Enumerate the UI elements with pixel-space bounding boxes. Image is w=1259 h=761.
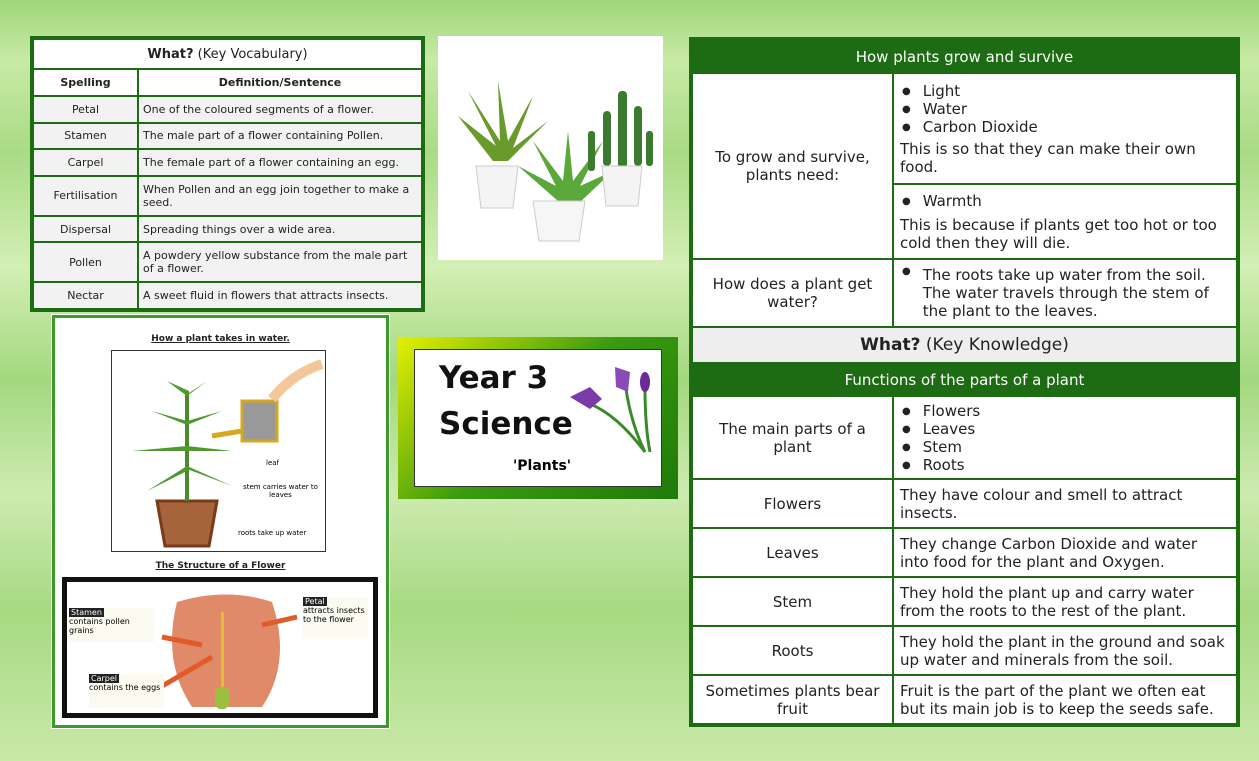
flower-diagram-title: The Structure of a Flower: [155, 561, 286, 571]
col-spelling: Spelling: [33, 69, 138, 96]
needs-text-1: This is so that they can make their own food.: [900, 139, 1196, 176]
function-row: Flowers They have colour and smell to attract insects.: [692, 479, 1237, 528]
needs-list-2: ● Warmth: [900, 192, 1230, 210]
col-definition: Definition/Sentence: [138, 69, 422, 96]
grow-header: How plants grow and survive: [692, 40, 1237, 73]
flower-structure-illustration: [62, 577, 378, 718]
knowledge-title: What? (Key Knowledge): [692, 327, 1237, 363]
water-text: ● The roots take up water from the soil. The water travels through the stem of the plant to the leaves.: [922, 266, 1209, 320]
vocab-row: Fertilisation When Pollen and an egg join together to make a seed.: [33, 176, 422, 216]
function-row: Roots They hold the plant in the ground and soak up water and minerals from the soil.: [692, 626, 1237, 675]
vocab-row: Carpel The female part of a flower containing an egg.: [33, 149, 422, 176]
main-parts-list: ● Flowers ● Leaves ● Stem ● Roots: [900, 402, 1230, 474]
function-row: Leaves They change Carbon Dioxide and water into food for the plant and Oxygen.: [692, 528, 1237, 577]
cover-card: [398, 337, 678, 499]
stamen-desc: contains pollen grains: [69, 617, 130, 635]
carpel-desc: contains the eggs: [89, 683, 161, 692]
cover-subject: Science: [439, 406, 573, 442]
water-diagram-title: How a plant takes in water.: [151, 334, 290, 344]
needs-label: To grow and survive, plants need:: [692, 73, 893, 259]
functions-header: Functions of the parts of a plant: [692, 363, 1237, 396]
main-parts-label: The main parts of a plant: [692, 396, 893, 479]
needs-text-2: This is because if plants get too hot or too cold then they will die.: [900, 215, 1217, 252]
petal-label: Petal: [305, 597, 325, 606]
plant-diagrams-panel: [52, 315, 389, 728]
vocab-row: Pollen A powdery yellow substance from the male part of a flower.: [33, 242, 422, 282]
carpel-label: Carpel: [91, 674, 117, 683]
vocab-row: Dispersal Spreading things over a wide area.: [33, 216, 422, 243]
vocab-row: Petal One of the coloured segments of a flower.: [33, 96, 422, 123]
needs-list-1: ● Light ● Water ● Carbon Dioxide: [900, 82, 1230, 136]
key-vocabulary-table: [30, 36, 425, 312]
leaf-label: leaf: [266, 459, 280, 467]
petal-desc: attracts insects to the flower: [303, 606, 365, 624]
potted-plants-image: [438, 36, 663, 260]
plant-watering-illustration: [111, 350, 326, 552]
key-knowledge-table: [689, 37, 1240, 727]
vocab-title: What? (Key Vocabulary): [33, 39, 422, 69]
roots-label: roots take up water: [238, 529, 307, 537]
stamen-label: Stamen: [71, 608, 102, 617]
function-row: Sometimes plants bear fruit Fruit is the part of the plant we often eat but its main job is to keep the seeds safe.: [692, 675, 1237, 724]
stem-label: stem carries water to leaves: [243, 483, 318, 499]
vocab-row: Stamen The male part of a flower containing Pollen.: [33, 123, 422, 150]
vocab-row: Nectar A sweet fluid in flowers that attracts insects.: [33, 282, 422, 309]
cover-year: Year 3: [439, 360, 549, 396]
water-label: How does a plant get water?: [692, 259, 893, 327]
function-row: Stem They hold the plant up and carry water from the roots to the rest of the plant.: [692, 577, 1237, 626]
cover-topic: 'Plants': [513, 458, 572, 474]
flower-icon: [565, 362, 655, 457]
